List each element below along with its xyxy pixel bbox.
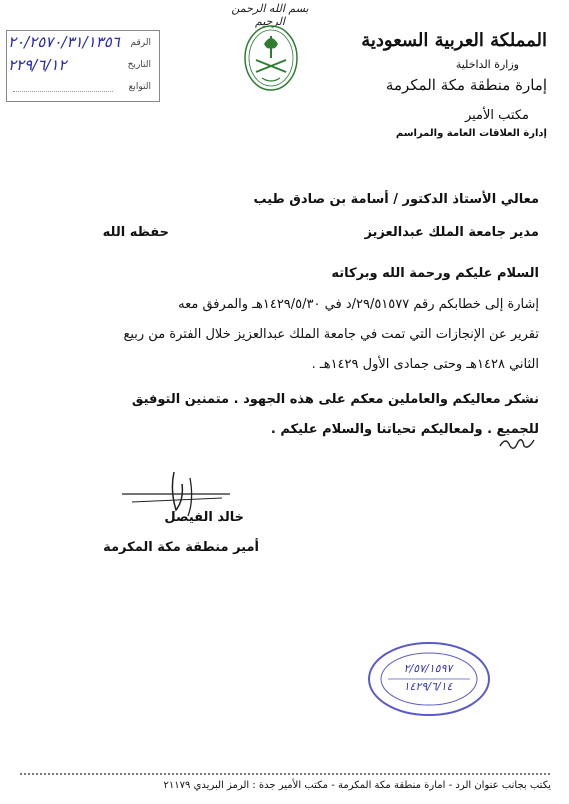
paragraph-1-line-2: تقرير عن الإنجازات التي تمت في جامعة الملك عبدالعزيز خلال الفترة من ربيع: [123, 327, 539, 342]
greeting: السلام عليكم ورحمة الله وبركاته: [331, 266, 539, 281]
basmala: بسم الله الرحمن الرحيم: [231, 2, 309, 28]
stamp-date-value: ١٤٢٩/٦/١٤: [403, 680, 453, 693]
stamp-number-value: ٢/٥٧/١٥٩٧: [403, 662, 453, 675]
reference-date-value: ٢٢٩/٦/١٢: [8, 56, 67, 74]
honorific: حفظه الله: [102, 225, 169, 240]
paragraph-2-line-2: للجميع . ولمعاليكم تحياتنا والسلام عليكم .: [270, 422, 539, 437]
paragraph-2-line-1: نشكر معاليكم والعاملين معكم على هذه الجهود . متمنين التوفيق: [131, 392, 539, 407]
signatory-name: خالد الفيصل: [164, 510, 244, 525]
footer-divider: [20, 773, 550, 775]
reference-attachments-label: التوابع: [128, 82, 151, 92]
letterhead-department: إدارة العلاقات العامة والمراسم: [395, 128, 547, 139]
footer-address: يكتب بجانب عنوان الرد - امارة منطقة مكة المكرمة - مكتب الأمير جدة : الرمز البريدي ٢١١٧٩: [163, 780, 551, 791]
paragraph-1-line-3: الثاني ١٤٢٨هـ وحتى جمادى الأول ١٤٢٩هـ .: [311, 357, 539, 372]
letterhead-region: إمارة منطقة مكة المكرمة: [385, 76, 547, 94]
handwritten-initials: [498, 432, 538, 454]
letterhead-ministry: وزارة الداخلية: [455, 58, 519, 71]
saudi-emblem-icon: [242, 22, 300, 92]
letterhead-office: مكتب الأمير: [464, 108, 529, 123]
signatory-title: أمير منطقة مكة المكرمة: [103, 540, 259, 555]
receipt-stamp: [366, 640, 492, 718]
reference-date-label: التاريخ: [127, 60, 151, 70]
attachments-dotted-line: [13, 91, 113, 92]
paragraph-1-line-1: إشارة إلى خطابكم رقم ٢٩/٥١٥٧٧/د في ١٤٢٩/٥/٣٠هـ والمرفق معه: [178, 297, 539, 312]
reference-number-label: الرقم: [130, 38, 151, 48]
reference-number-value: ٢٠/٢٥٧٠/٣١/١٣٥٦: [8, 33, 120, 51]
letterhead-kingdom: المملكة العربية السعودية: [361, 30, 547, 51]
addressee-line-1: معالي الأستاذ الدكتور / أسامة بن صادق طيب: [253, 192, 539, 207]
addressee-line-2: مدير جامعة الملك عبدالعزيز: [364, 225, 539, 240]
